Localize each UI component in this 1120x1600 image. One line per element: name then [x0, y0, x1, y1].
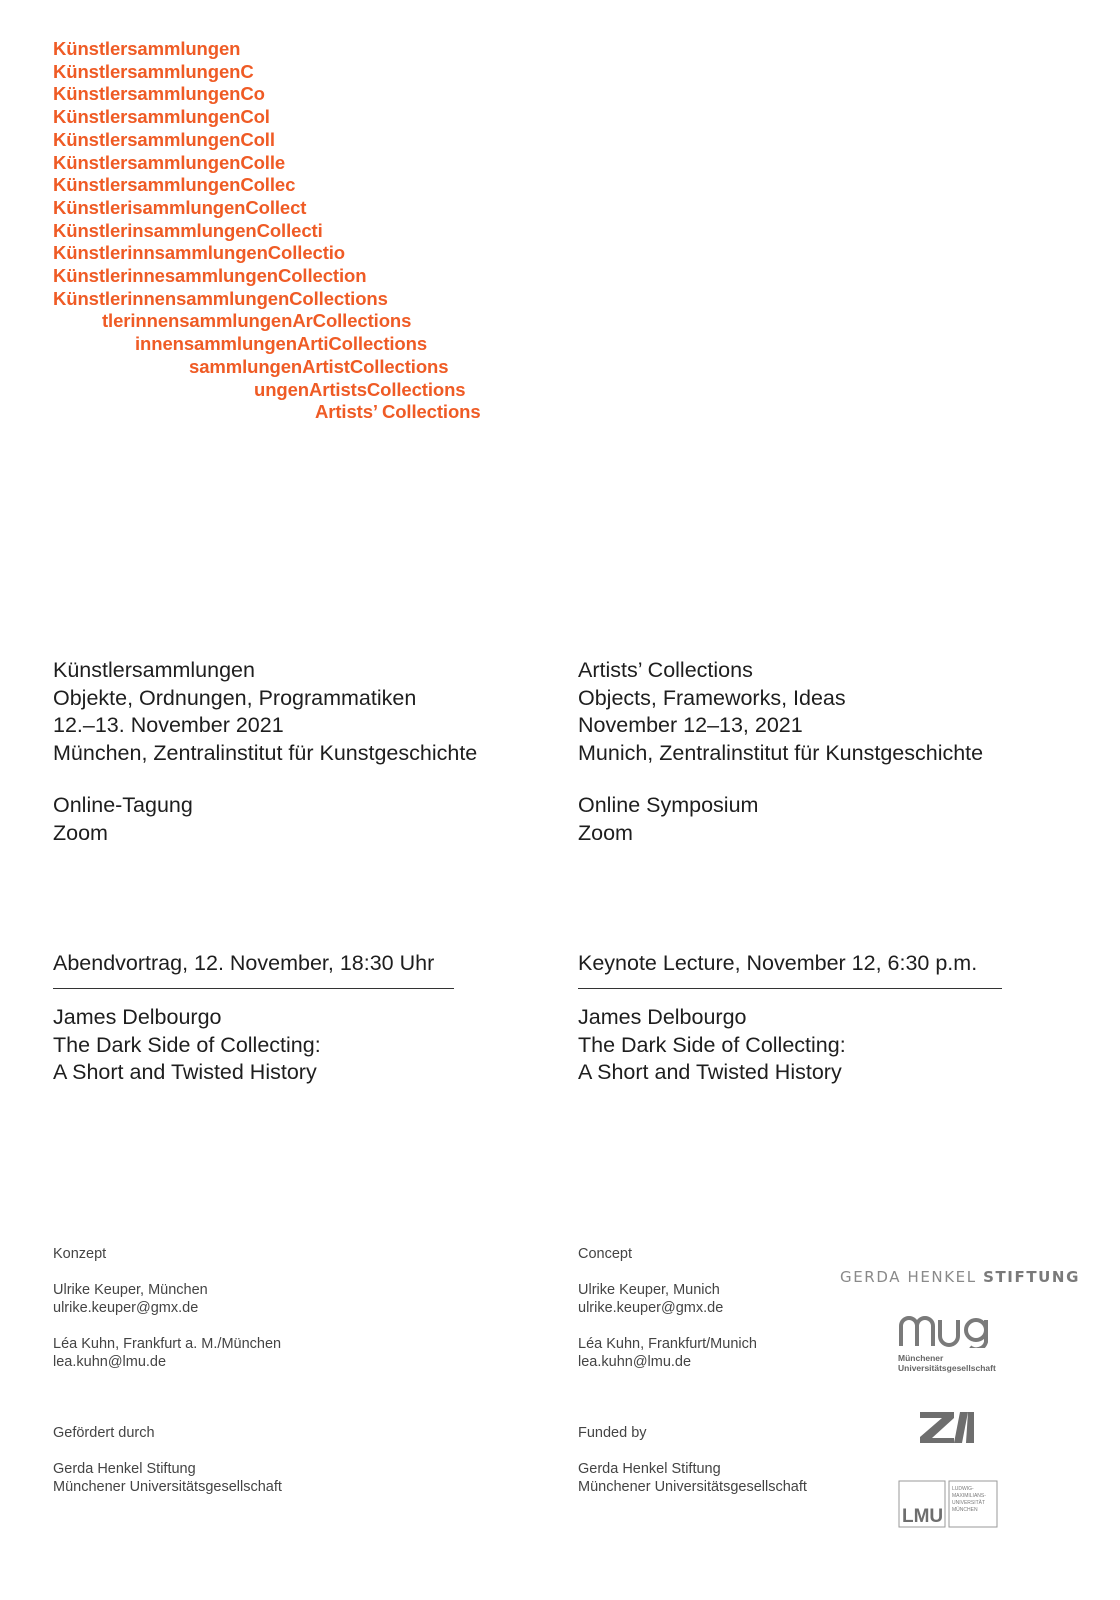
event-date: 12.–13. November 2021 — [53, 713, 284, 737]
title-line: innensammlungenArtiCollections — [135, 333, 428, 355]
title-line: KünstlersammlungenColle — [53, 151, 286, 173]
svg-text:LUDWIG-: LUDWIG- — [952, 1486, 974, 1492]
contact-email[interactable]: ulrike.keuper@gmx.de — [53, 1300, 199, 1316]
keynote-title-1: The Dark Side of Collecting: — [578, 1032, 846, 1057]
keynote-title-2: A Short and Twisted History — [53, 1060, 317, 1084]
zi-logo-mark — [918, 1410, 976, 1444]
keynote-heading — [53, 950, 434, 978]
keynote-speaker: James Delbourgo — [578, 1005, 747, 1029]
svg-text:MÜNCHEN: MÜNCHEN — [952, 1507, 978, 1513]
title-cascade — [53, 38, 481, 424]
contact-name: Léa Kuhn, Frankfurt a. M./München — [53, 1335, 282, 1352]
zi-logo — [918, 1410, 976, 1449]
gerda-henkel-logo-text-bold: STIFTUNG — [983, 1268, 1081, 1286]
funded-label: Gefördert durch — [53, 1425, 155, 1441]
divider — [53, 988, 454, 989]
keynote-heading-text: Keynote Lecture, November 12, 6:30 p.m. — [578, 951, 978, 975]
event-title: Künstlersammlungen — [53, 658, 255, 682]
title-line: KünstlerinnensammlungenCollections — [53, 287, 388, 309]
contact-name: Léa Kuhn, Frankfurt/Munich — [578, 1335, 757, 1352]
funder: Münchener Universitätsgesellschaft — [578, 1479, 807, 1495]
funding-section — [578, 1424, 807, 1497]
title-line: KünstlersammlungenColl — [53, 128, 275, 150]
mug-logo-mark — [898, 1312, 998, 1348]
title-line: Artists’ Collections — [315, 401, 481, 423]
event-platform: Zoom — [578, 820, 633, 845]
title-line: KünstlerinnesammlungenCollection — [53, 265, 367, 287]
keynote-speaker: James Delbourgo — [53, 1005, 222, 1029]
contact-name: Ulrike Keuper, Munich — [578, 1281, 720, 1298]
keynote-details — [53, 1004, 321, 1087]
divider — [578, 988, 1002, 989]
svg-text:LMU: LMU — [902, 1506, 944, 1527]
gerda-henkel-logo-text: GERDA HENKEL — [840, 1268, 984, 1286]
concept-label: Konzept — [53, 1246, 107, 1262]
keynote-details — [578, 1004, 846, 1087]
keynote-heading-text: Abendvortrag, 12. November, 18:30 Uhr — [53, 951, 435, 975]
title-line: KünstlersammlungenCol — [53, 106, 270, 128]
concept-label: Concept — [578, 1246, 633, 1262]
contact-email[interactable]: lea.kuhn@lmu.de — [53, 1354, 167, 1370]
concept-section — [53, 1245, 281, 1372]
event-subtitle: Objects, Frameworks, Ideas — [578, 685, 846, 710]
event-date: November 12–13, 2021 — [578, 713, 803, 737]
lmu-logo-mark — [898, 1480, 998, 1528]
event-format — [53, 792, 193, 847]
event-info — [578, 657, 983, 767]
event-location: Munich, Zentralinstitut für Kunstgeschichte — [578, 740, 984, 765]
event-format-type: Online Symposium — [578, 793, 759, 817]
title-line: KünstlersammlungenCo — [53, 83, 265, 105]
funder: Münchener Universitätsgesellschaft — [53, 1479, 282, 1495]
title-line: tlerinnensammlungenArCollections — [102, 310, 412, 332]
title-line: sammlungenArtistCollections — [189, 355, 449, 377]
event-subtitle: Objekte, Ordnungen, Programmatiken — [53, 685, 417, 710]
keynote-heading — [578, 950, 977, 978]
event-title: Artists’ Collections — [578, 658, 753, 682]
concept-section — [578, 1245, 757, 1372]
funded-label: Funded by — [578, 1425, 647, 1441]
title-line: KünstlersammlungenC — [53, 60, 254, 82]
title-line: KünstlerinsammlungenCollecti — [53, 219, 323, 241]
title-line: KünstlerinnsammlungenCollectio — [53, 242, 346, 264]
contact-email[interactable]: lea.kuhn@lmu.de — [578, 1354, 692, 1370]
mug-logo-line2: Universitätsgesellschaft — [898, 1363, 996, 1373]
event-location: München, Zentralinstitut für Kunstgeschichte — [53, 740, 478, 765]
gerda-henkel-logo — [840, 1268, 1080, 1286]
mug-logo-line1: Münchener — [898, 1353, 944, 1363]
title-line: Künstlersammlungen — [53, 38, 241, 59]
keynote-title-1: The Dark Side of Collecting: — [53, 1032, 321, 1057]
lmu-logo — [898, 1480, 998, 1533]
funder: Gerda Henkel Stiftung — [53, 1460, 196, 1477]
keynote-title-2: A Short and Twisted History — [578, 1060, 842, 1084]
svg-text:UNIVERSITÄT: UNIVERSITÄT — [952, 1500, 986, 1506]
event-info — [53, 657, 477, 767]
title-line: KünstlerisammlungenCollect — [53, 196, 307, 218]
funding-section — [53, 1424, 282, 1497]
event-format-type: Online-Tagung — [53, 793, 193, 817]
title-line: KünstlersammlungenCollec — [53, 174, 296, 196]
contact-name: Ulrike Keuper, München — [53, 1281, 208, 1298]
title-line: ungenArtistsCollections — [254, 378, 466, 400]
svg-text:MAXIMILIANS-: MAXIMILIANS- — [952, 1493, 986, 1499]
event-platform: Zoom — [53, 820, 108, 845]
funder: Gerda Henkel Stiftung — [578, 1460, 721, 1477]
contact-email[interactable]: ulrike.keuper@gmx.de — [578, 1300, 724, 1316]
mug-logo — [898, 1312, 1008, 1373]
event-format — [578, 792, 758, 847]
